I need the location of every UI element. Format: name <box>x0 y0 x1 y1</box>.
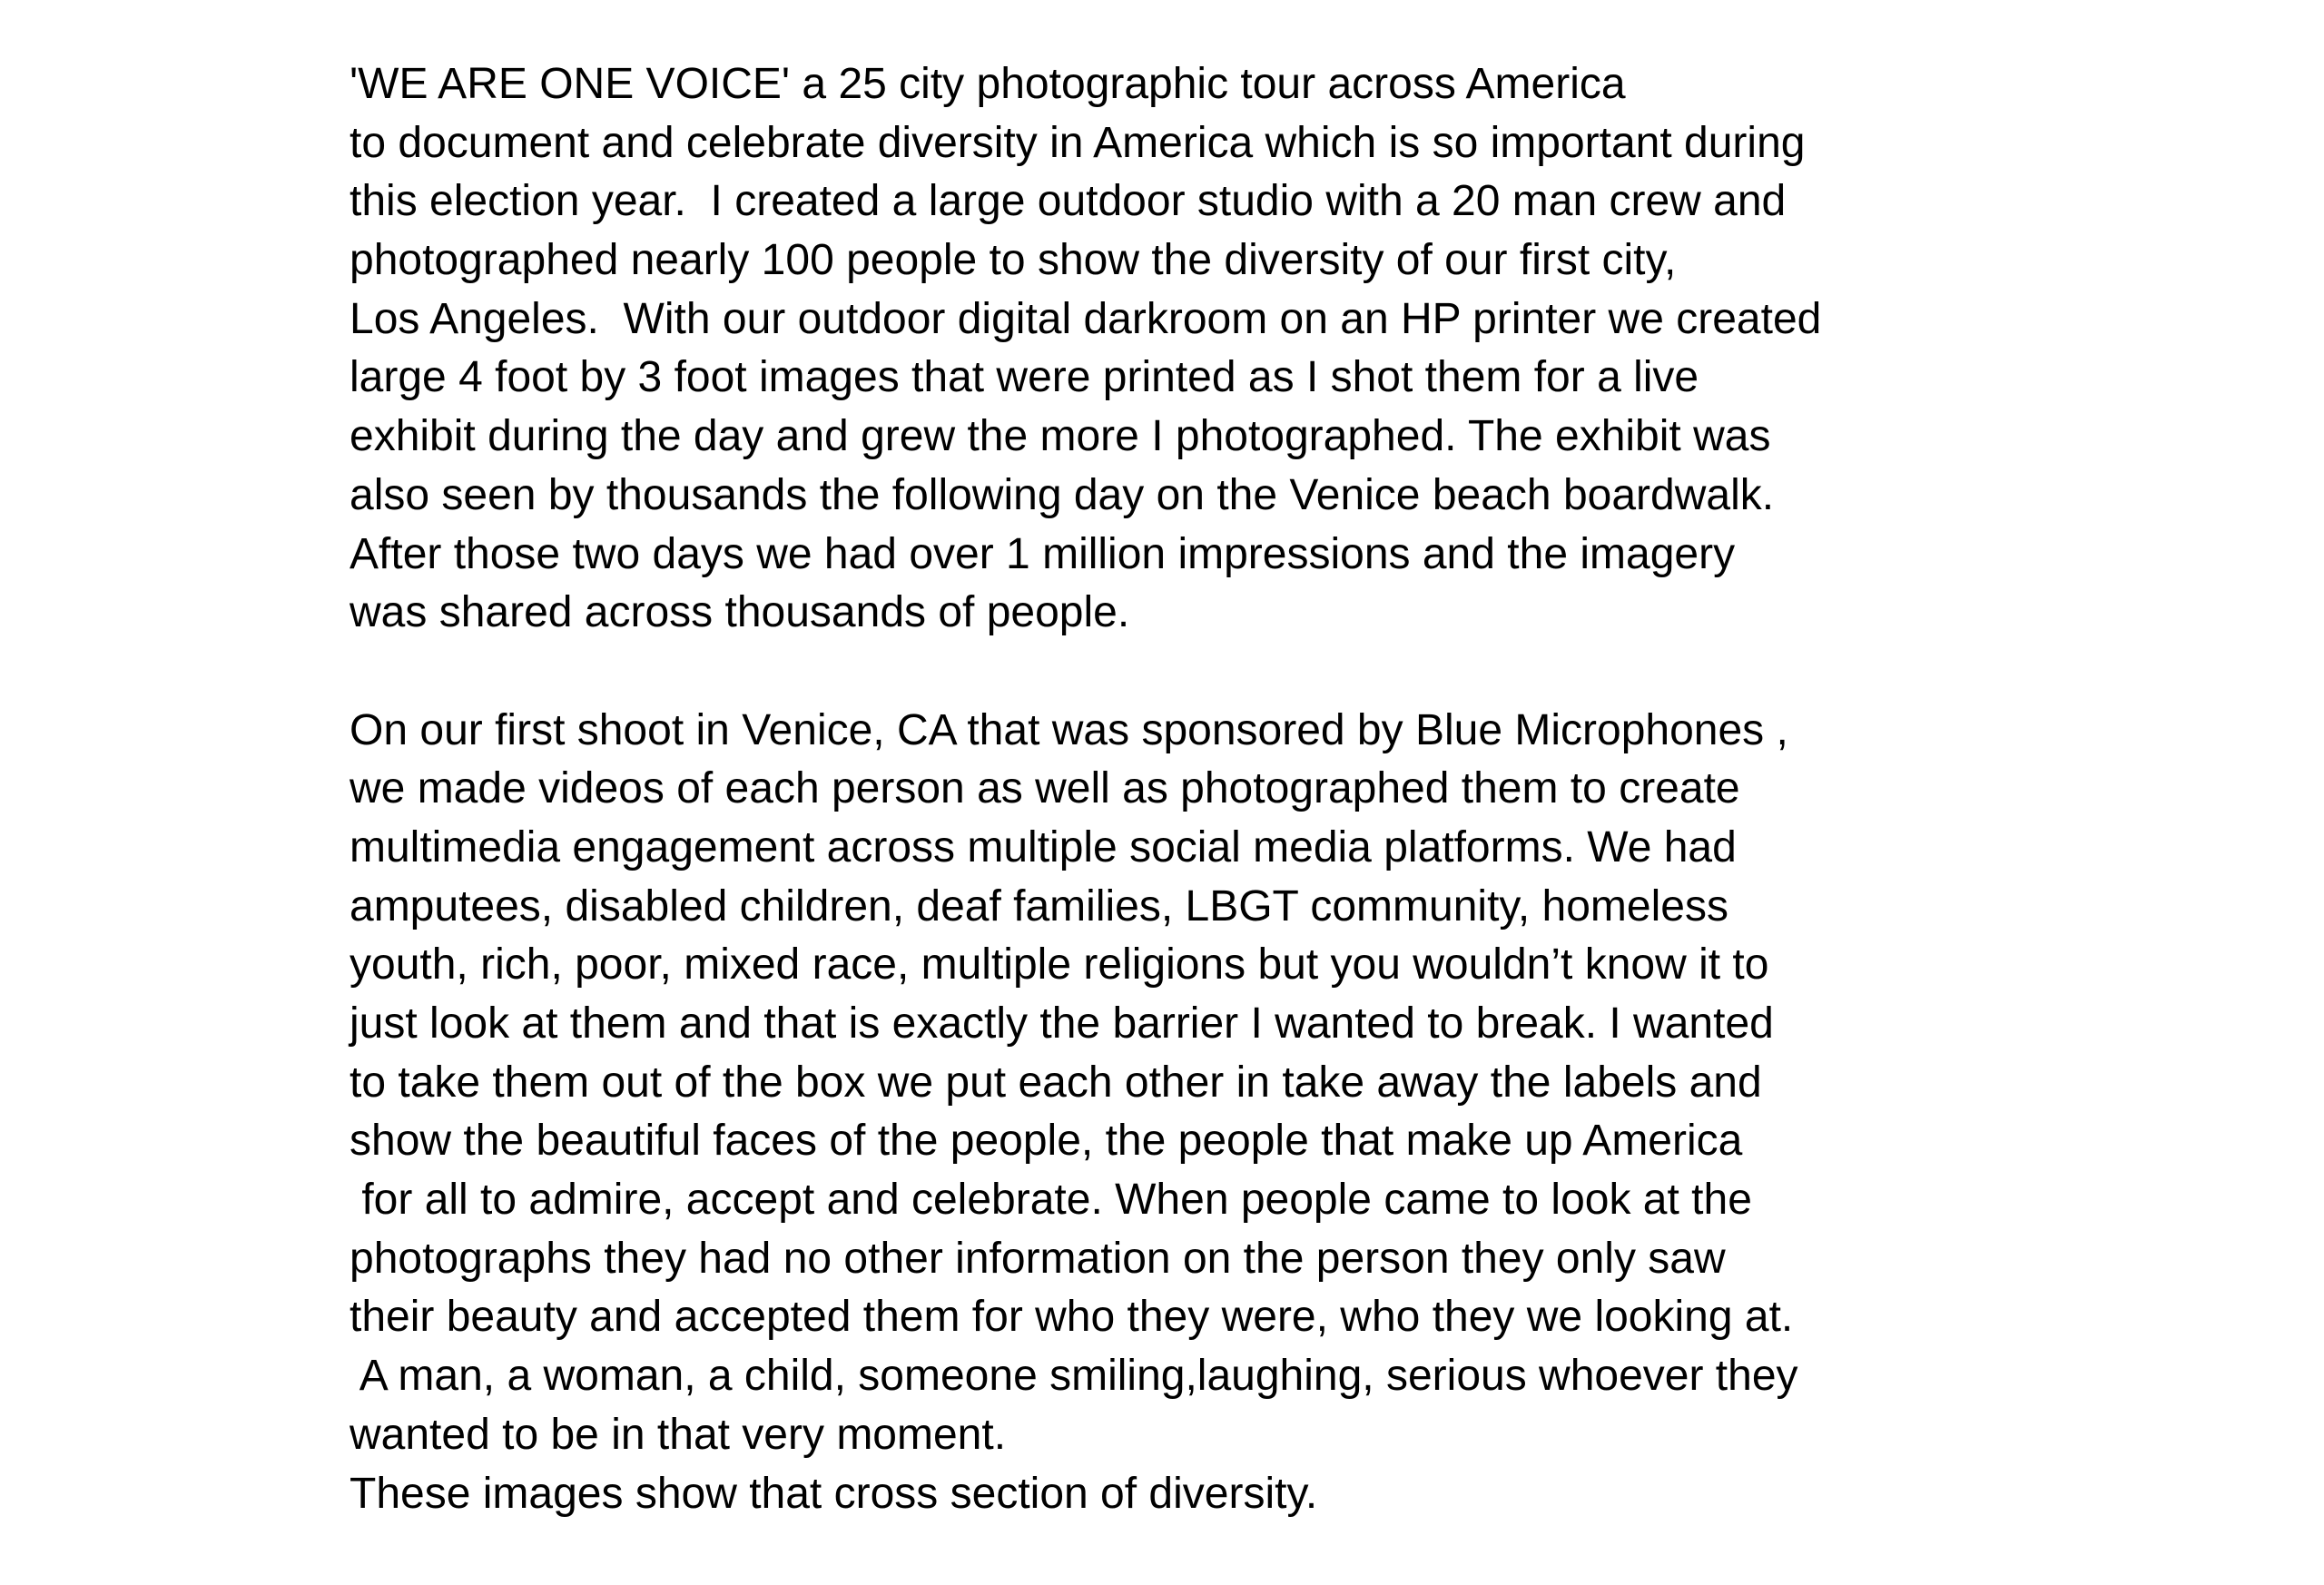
text-line: multimedia engagement across multiple social media platforms. We had <box>350 822 1737 871</box>
text-line: A man, a woman, a child, someone smiling,laughing, serious whoever they <box>350 1352 1798 1401</box>
paragraph-venice-shoot <box>350 702 2256 1524</box>
text-line: just look at them and that is exactly the barrier I wanted to break. I wanted <box>350 999 1774 1048</box>
text-line: show the beautiful faces of the people, the people that make up America <box>350 1117 1743 1166</box>
text-line: for all to admire, accept and celebrate. When people came to look at the <box>350 1176 1752 1225</box>
text-line: On our first shoot in Venice, CA that was sponsored by Blue Microphones , <box>350 705 1788 754</box>
text-line: These images show that cross section of diversity. <box>350 1469 1318 1518</box>
text-line: youth, rich, poor, mixed race, multiple religions but you wouldn’t know it to <box>350 940 1769 989</box>
text-line: their beauty and accepted them for who they were, who they we looking at. <box>350 1293 1794 1342</box>
text-line: After those two days we had over 1 million impressions and the imagery <box>350 529 1736 578</box>
text-line: large 4 foot by 3 foot images that were printed as I shot them for a live <box>350 353 1699 402</box>
text-line: we made videos of each person as well as photographed them to create <box>350 764 1740 813</box>
text-line: this election year. I created a large outdoor studio with a 20 man crew and <box>350 177 1787 226</box>
text-line: photographs they had no other information on the person they only saw <box>350 1234 1726 1283</box>
paragraph-spacer <box>350 643 2256 702</box>
text-line: was shared across thousands of people. <box>350 588 1130 637</box>
text-line: 'WE ARE ONE VOICE' a 25 city photographic tour across America <box>350 60 1626 108</box>
text-line: to take them out of the box we put each other in take away the labels and <box>350 1058 1762 1107</box>
text-line: Los Angeles. With our outdoor digital darkroom on an HP printer we created <box>350 294 1822 343</box>
document-body <box>350 55 2256 1523</box>
text-line: also seen by thousands the following day on the Venice beach boardwalk. <box>350 470 1775 519</box>
text-line: to document and celebrate diversity in America which is so important during <box>350 118 1806 167</box>
text-line: photographed nearly 100 people to show the diversity of our first city, <box>350 236 1677 285</box>
text-line: wanted to be in that very moment. <box>350 1410 1007 1459</box>
text-line: amputees, disabled children, deaf families, LBGT community, homeless <box>350 881 1728 930</box>
paragraph-intro <box>350 55 2256 643</box>
text-line: exhibit during the day and grew the more I photographed. The exhibit was <box>350 412 1771 461</box>
